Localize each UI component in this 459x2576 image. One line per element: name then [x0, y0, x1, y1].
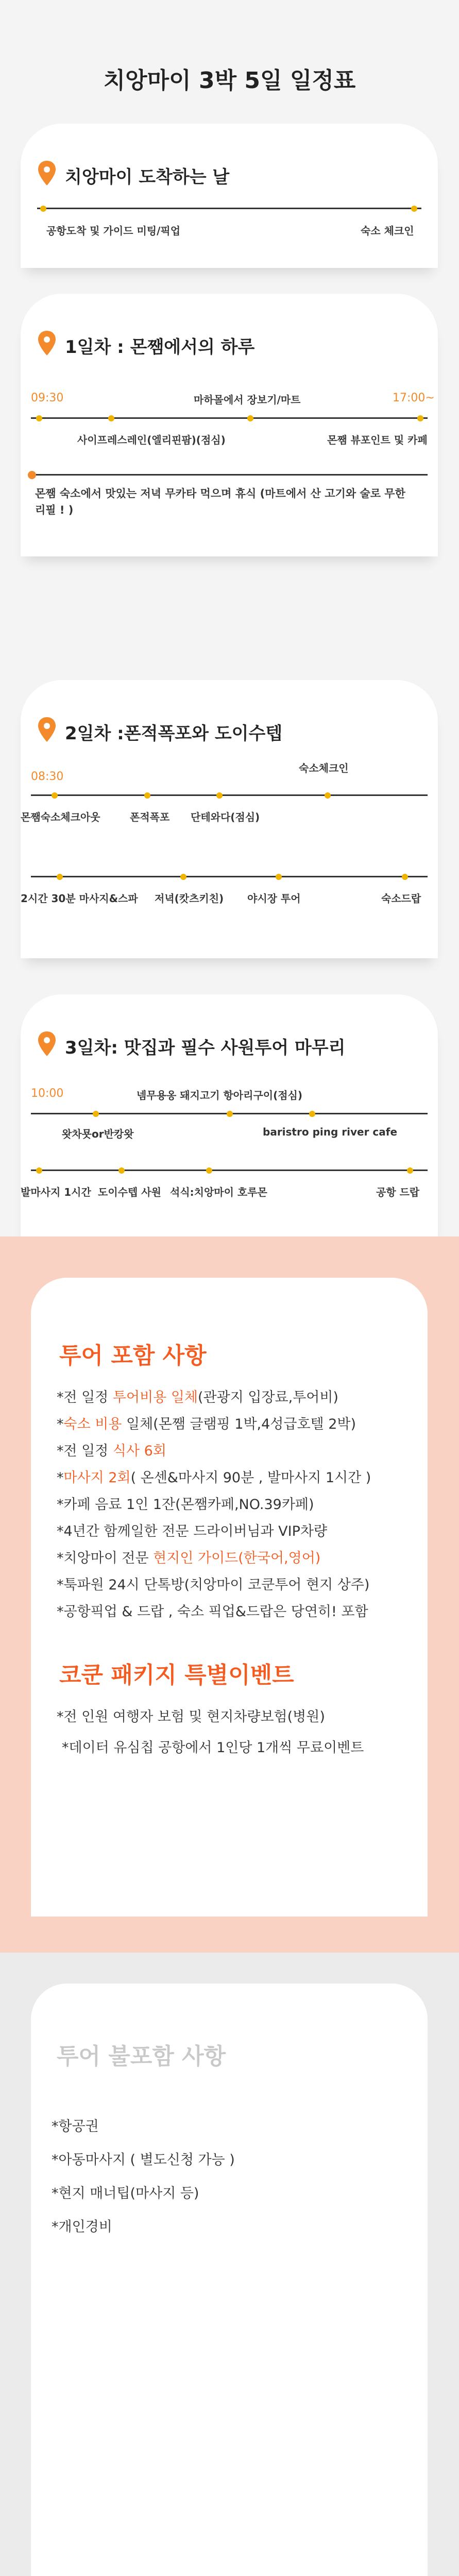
arrival-title: 치앙마이 도착하는 날 [65, 167, 230, 188]
location-pin-icon [37, 1030, 57, 1057]
timeline-dot [276, 874, 282, 880]
location-pin-icon [37, 716, 57, 743]
day2-waterfall-label: 폰적폭포 [130, 811, 170, 823]
day3-card [21, 994, 438, 1236]
timeline-dot [247, 415, 253, 421]
day3-title: 3일차: 맛집과 필수 사원투어 마무리 [65, 1038, 346, 1058]
day2-checkout-label: 몬쨈숙소체크아웃 [21, 811, 100, 823]
event-item: *전 인원 여행자 보험 및 현지차량보험(병원) [57, 1709, 325, 1725]
excluded-item: *현지 매너팁(마사지 등) [52, 2185, 199, 2201]
timeline-line [31, 876, 428, 877]
timeline-dot [417, 415, 423, 421]
timeline-dot [227, 1111, 233, 1117]
timeline-dot [411, 206, 417, 212]
timeline-dot [144, 792, 150, 799]
included-item: *마사지 2회( 온센&마사지 90분 , 발마사지 1시간 ) [57, 1470, 371, 1486]
day2-dropoff-label: 숙소드랍 [381, 892, 421, 905]
day2-lunch-label: 단테와다(점심) [191, 811, 260, 823]
location-pin-icon [37, 330, 57, 357]
timeline-dot [206, 1167, 212, 1174]
itinerary-section [0, 0, 459, 1236]
day3-cafe-label: baristro ping river cafe [263, 1126, 398, 1138]
timeline-line [31, 794, 428, 796]
excluded-card [31, 1984, 428, 2576]
timeline-dot [40, 206, 46, 212]
event-item: *데이터 유심칩 공항에서 1인당 1개씩 무료이벤트 [62, 1740, 364, 1756]
day2-time-start: 08:30 [31, 770, 64, 783]
timeline-dot [325, 792, 331, 799]
included-item: *카페 음료 1인 1잔(몬쨈카페,NO.39카페) [57, 1497, 314, 1513]
event-title: 코쿤 패키지 특별이벤트 [59, 1662, 294, 1688]
timeline-dot [309, 1111, 315, 1117]
day3-lunch-label: 넴무용옹 돼지고기 항아리구이(점심) [137, 1089, 303, 1101]
day3-doisuthep-label: 도이수텝 사원 [98, 1186, 161, 1198]
timeline-dot [118, 1167, 125, 1174]
arrival-label-checkin: 숙소 체크인 [361, 225, 414, 237]
day1-card [21, 294, 438, 556]
timeline-dot [36, 1167, 42, 1174]
timeline-line [31, 474, 428, 476]
timeline-dot [28, 471, 36, 479]
excluded-title: 투어 불포함 사항 [57, 2043, 226, 2070]
timeline-dot [407, 1167, 413, 1174]
timeline-line [37, 208, 421, 209]
timeline-dot [180, 874, 186, 880]
day2-checkin-label: 숙소체크인 [299, 762, 349, 774]
timeline-dot [216, 792, 223, 799]
day3-time-start: 10:00 [31, 1087, 64, 1100]
included-item: *툭파원 24시 단톡방(치앙마이 코쿤투어 현지 상주) [57, 1577, 370, 1593]
day2-massage-label: 2시간 30분 마사지&스파 [21, 892, 138, 905]
excluded-item: *아동마사지 ( 별도신청 가능 ) [52, 2152, 235, 2168]
day2-market-label: 야시장 투어 [247, 892, 301, 905]
day1-time-end: 17:00~ [393, 392, 435, 404]
timeline-dot [108, 415, 114, 421]
day1-lunch-label: 사이프레스레인(엘리핀팜)(점심) [77, 434, 226, 446]
included-item: *전 일정 투어비용 일체(관광지 입장료,투어비) [57, 1389, 338, 1405]
day1-mart-label: 마하몰에서 장보기/마트 [194, 394, 301, 406]
timeline-dot [52, 792, 58, 799]
day2-dinner-label: 저녁(캇츠키친) [155, 892, 224, 905]
day2-card [21, 680, 438, 958]
excluded-item: *개인경비 [52, 2219, 112, 2235]
timeline-dot [402, 874, 408, 880]
timeline-dot [93, 1111, 99, 1117]
timeline-dot [57, 874, 63, 880]
day3-dinner-label: 석식:치앙마이 호루몬 [170, 1186, 267, 1198]
arrival-label-pickup: 공항도착 및 가이드 미팅/픽업 [46, 225, 181, 237]
day1-viewpoint-label: 몬쨈 뷰포인트 및 카페 [327, 434, 428, 446]
itinerary-title: 치앙마이 3박 5일 일정표 [103, 67, 356, 94]
included-item: *4년간 함께일한 전문 드라이버님과 VIP차량 [57, 1523, 328, 1539]
timeline-dot [36, 415, 42, 421]
included-item: *치앙마이 전문 현지인 가이드(한국어,영어) [57, 1550, 321, 1566]
day1-time-start: 09:30 [31, 392, 64, 404]
day1-dinner-note: 몬쨈 숙소에서 맛있는 저녁 무카타 먹으며 휴식 (마트에서 산 고기와 술로 무한 리필 ! ) [35, 487, 405, 516]
arrival-card [21, 124, 438, 268]
included-card [31, 1278, 428, 1917]
included-title: 투어 포함 사항 [59, 1343, 207, 1369]
included-item: *숙소 비용 일체(몬쨈 글램핑 1박,4성급호텔 2박) [57, 1416, 356, 1432]
day3-temple-label: 왓차묫or반캉왓 [62, 1128, 134, 1140]
included-item: *전 일정 식사 6회 [57, 1443, 166, 1459]
included-item: *공항픽업 & 드랍 , 숙소 픽업&드랍은 당연히! 포함 [57, 1604, 368, 1620]
day3-footmassage-label: 발마사지 1시간 [21, 1186, 91, 1198]
day3-airport-label: 공항 드랍 [376, 1186, 420, 1198]
timeline-line [31, 1170, 428, 1171]
location-pin-icon [37, 160, 57, 187]
day2-title: 2일차 :폰적폭포와 도이수텝 [65, 723, 283, 744]
excluded-item: *항공권 [52, 2119, 99, 2134]
timeline-line [31, 417, 428, 419]
day1-title: 1일차 : 몬쨈에서의 하루 [65, 337, 255, 358]
